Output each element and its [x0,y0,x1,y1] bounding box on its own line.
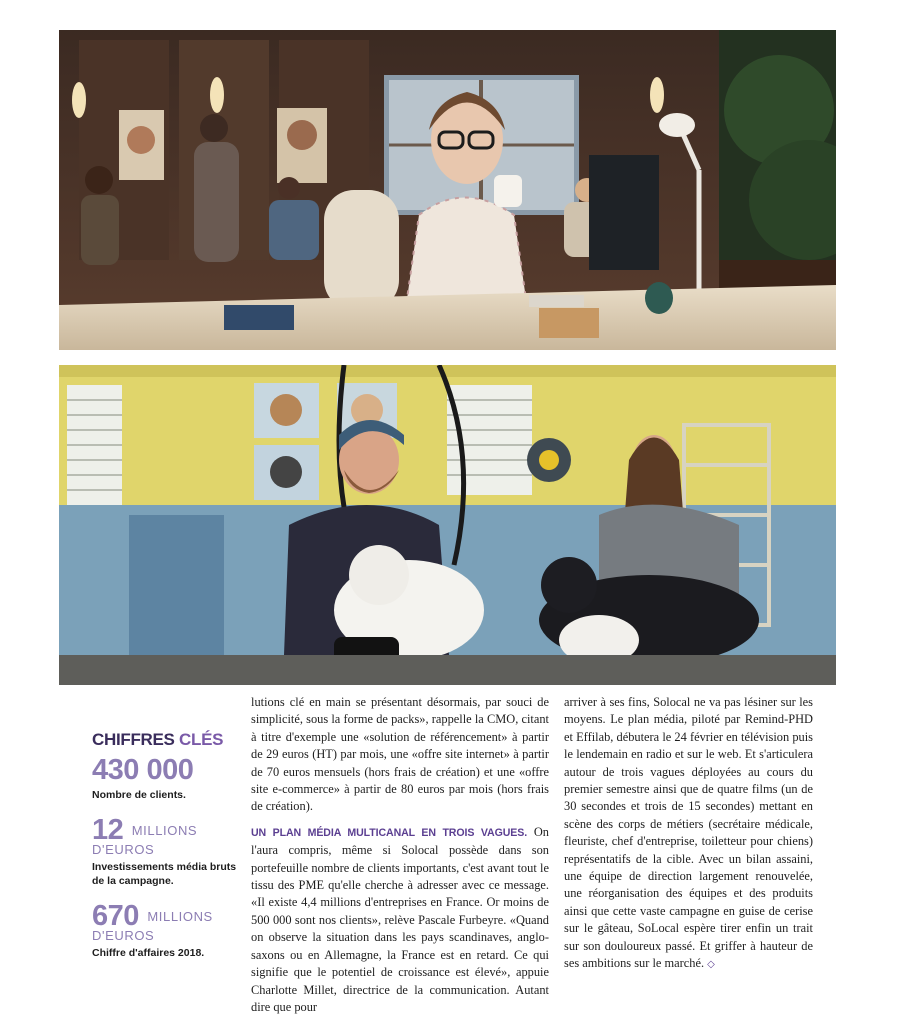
article-paragraph-text: arriver à ses fins, Solocal ne va pas lésiner sur les moyens. Le plan média, piloté par Remind-PHD et Effilab, débutera le 24 février en télévision puis le lendemain en radio et sur le web. Et s'articulera autour de trois vagues déployées au cours du premier semestre ainsi que de quatre films (un de 30 secondes et trois de 15 secondes) mettant en scène des corps de métiers (secrétaire médicale, fleuriste, chef d'entreprise, toiletteur pour chiens) représentatifs de la cible. Avec un bilan assaini, une équipe de direction largement renouvelée, une réorganisation des équipes et des produits ainsi que cette vaste campagne en guise de cerise sur le gâteau, SoLocal espère tirer enfin un trait sur son douloureux passé. Et griffer à hauteur de ses ambitions sur le marché. [564,695,813,971]
key-figure-number: 12 [92,814,124,846]
key-figure-number: 430 000 [92,754,194,786]
key-figure-label: Nombre de clients. [92,789,186,801]
key-figures-sidebar [92,730,242,974]
photo-office [59,30,836,350]
key-figure-unit-line2: D'EUROS [92,842,155,857]
grooming-illustration [59,365,836,685]
key-figure-number: 670 [92,900,139,932]
article-column-1 [251,694,549,1016]
key-figure-unit: MILLIONS [131,823,198,838]
photo-dog-grooming [59,365,836,685]
key-figure-unit-line2: D'EUROS [92,928,155,943]
key-figure-investment [92,816,242,888]
key-figure-label: Chiffre d'affaires 2018. [92,947,205,959]
article-paragraph [251,824,549,1016]
article-subheading: UN PLAN MÉDIA MULTICANAL EN TROIS VAGUES. [251,826,528,839]
end-of-article-mark: ◇ [707,959,715,971]
article-paragraph-text: On l'aura compris, même si Solocal possède dans son portefeuille nombre de clients importants, c'est avant tout le tissu des PME qu'elle cherche à adresser avec ce message. «Il existe 4,4 millions d'entreprises en France. Or moins de 500 000 sont nos clients», relève Pascale Furbeyre. «Quand on observe la situation dans les pays scandinaves, anglo-saxons ou en Allemagne, la France est en retard. Ce qui signifie que le potentiel de croissance est élevé», appuie Charlotte Millet, directrice de la communication. Autant dire que pour [251,824,549,1014]
article-paragraph: lutions clé en main se présentant désormais, par souci de simplicité, sous la forme de packs», rappelle la CMO, citant à titre d'exemple une «solution de référencement» à partir de 29 euros (HT) par mois, une «offre site internet» à partir de 70 euros mensuels (hors frais de création) et une «offre site e-commerce» à partir de 80 euros par mois (hors frais de création). [251,695,549,814]
article-column-2 [564,694,813,974]
key-figure-unit: MILLIONS [147,909,213,924]
sidebar-title [92,730,242,750]
key-figure-label: Investissements média bruts de la campagne. [92,861,237,887]
key-figure-revenue [92,902,242,960]
sidebar-title-main: CHIFFRES [92,730,175,749]
key-figure-clients [92,756,242,802]
sidebar-title-accent: CLÉS [179,730,224,749]
article-paragraph [564,694,813,974]
office-illustration [59,30,836,350]
